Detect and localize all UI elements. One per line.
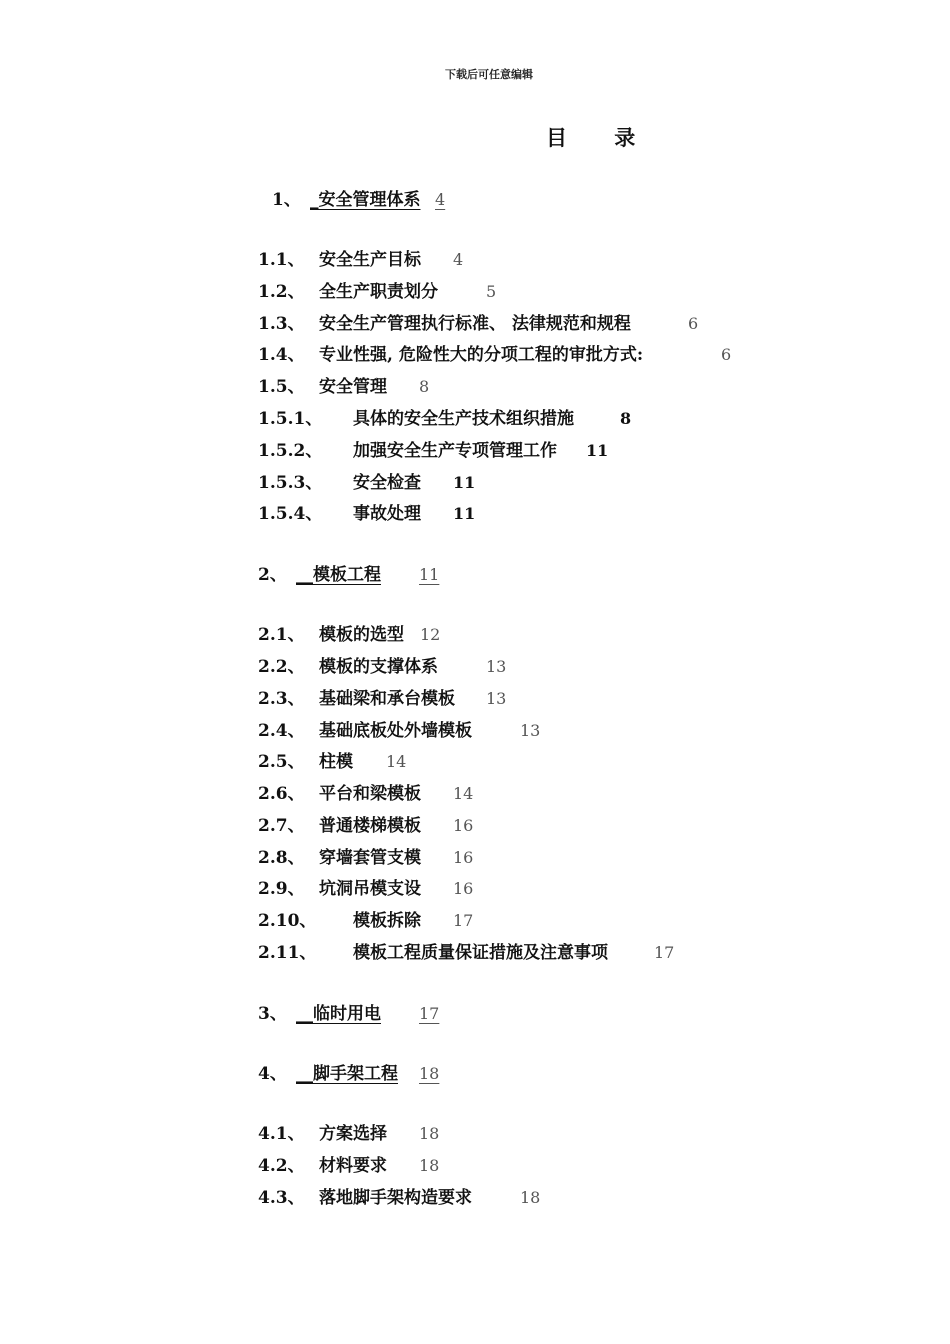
toc-entry-title: 安全生产管理执行标准、 法律规范和规程	[319, 314, 631, 334]
toc-entry-title: 材料要求	[319, 1156, 387, 1176]
toc-entry-title: 模板的支撑体系	[319, 657, 438, 677]
toc-entry-number: 1、	[272, 190, 301, 210]
toc-entry-number: 1.5.2、	[258, 441, 323, 461]
toc-entry-page: 17	[419, 1004, 440, 1023]
toc-entry-number: 4.2、	[258, 1156, 305, 1176]
toc-entry-title: 事故处理	[353, 504, 421, 524]
toc-entry-page: 11	[453, 504, 476, 523]
toc-entry-number: 1.5.3、	[258, 473, 323, 493]
toc-entry-title: 具体的安全生产技术组织措施	[353, 409, 574, 429]
toc-entry-title: 模板拆除	[353, 911, 421, 931]
toc-entry-title: 方案选择	[319, 1124, 387, 1144]
toc-entry-title: __脚手架工程	[296, 1064, 398, 1084]
toc-entry-number: 1.2、	[258, 282, 305, 302]
toc-entry-number: 2.10、	[258, 911, 317, 931]
toc-entry-page: 14	[386, 752, 407, 771]
toc-entry-number: 4.3、	[258, 1188, 305, 1208]
toc-entry-number: 2.1、	[258, 625, 305, 645]
toc-entry-title: 平台和梁模板	[319, 784, 421, 804]
toc-entry-title: __模板工程	[296, 565, 381, 585]
toc-entry-page: 16	[453, 879, 474, 898]
toc-entry-page: 16	[453, 848, 474, 867]
toc-entry-number: 3、	[258, 1004, 287, 1024]
toc-entry-title: 安全生产目标	[319, 250, 421, 270]
toc-entry-page: 18	[520, 1188, 541, 1207]
toc-entry-number: 1.3、	[258, 314, 305, 334]
toc-entry-number: 2.2、	[258, 657, 305, 677]
toc-entry-page: 4	[453, 250, 464, 269]
toc-entry-number: 2.11、	[258, 943, 317, 963]
toc-entry-page: 11	[453, 473, 476, 492]
page-header: 下载后可任意编辑	[445, 68, 533, 81]
toc-entry-title: 安全检查	[353, 473, 421, 493]
toc-entry-page: 13	[486, 657, 507, 676]
toc-entry-number: 1.5.4、	[258, 504, 323, 524]
toc-entry-number: 4.1、	[258, 1124, 305, 1144]
toc-entry-title: 落地脚手架构造要求	[319, 1188, 472, 1208]
toc-entry-title: 坑洞吊模支设	[319, 879, 421, 899]
toc-entry-number: 1.5.1、	[258, 409, 323, 429]
toc-entry-title: 基础梁和承台模板	[319, 689, 455, 709]
toc-entry-title: 加强安全生产专项管理工作	[353, 441, 557, 461]
toc-entry-page: 13	[486, 689, 507, 708]
toc-entry-title: 穿墙套管支模	[319, 848, 421, 868]
toc-entry-page: 18	[419, 1064, 440, 1083]
toc-entry-number: 2.9、	[258, 879, 305, 899]
toc-entry-page: 11	[419, 565, 440, 584]
toc-entry-page: 4	[435, 190, 446, 209]
toc-entry-title: 模板的选型	[319, 625, 404, 645]
toc-entry-number: 1.5、	[258, 377, 305, 397]
toc-entry-number: 2.6、	[258, 784, 305, 804]
toc-entry-page: 17	[654, 943, 675, 962]
toc-entry-title: _安全管理体系	[310, 190, 421, 210]
toc-entry-title: 全生产职责划分	[319, 282, 438, 302]
toc-entry-title: 安全管理	[319, 377, 387, 397]
toc-entry-page: 18	[419, 1124, 440, 1143]
toc-entry-page: 8	[620, 409, 632, 428]
toc-entry-number: 2.3、	[258, 689, 305, 709]
toc-entry-page: 14	[453, 784, 474, 803]
toc-entry-number: 2.5、	[258, 752, 305, 772]
toc-entry-page: 11	[586, 441, 609, 460]
toc-entry-title: 普通楼梯模板	[319, 816, 421, 836]
toc-entry-page: 6	[688, 314, 699, 333]
toc-entry-number: 1.1、	[258, 250, 305, 270]
toc-entry-number: 2.7、	[258, 816, 305, 836]
toc-entry-page: 5	[486, 282, 497, 301]
toc-entry-page: 13	[520, 721, 541, 740]
toc-entry-title: 柱模	[319, 752, 353, 772]
toc-entry-page: 6	[721, 345, 732, 364]
toc-entry-number: 2.8、	[258, 848, 305, 868]
toc-entry-page: 18	[419, 1156, 440, 1175]
toc-entry-number: 2、	[258, 565, 287, 585]
toc-entry-page: 16	[453, 816, 474, 835]
toc-entry-page: 8	[419, 377, 430, 396]
toc-entry-page: 12	[420, 625, 441, 644]
toc-entry-title: __临时用电	[296, 1004, 381, 1024]
toc-entry-title: 基础底板处外墙模板	[319, 721, 472, 741]
page-title: 目 录	[546, 125, 656, 150]
toc-entry-title: 模板工程质量保证措施及注意事项	[353, 943, 608, 963]
toc-entry-number: 1.4、	[258, 345, 305, 365]
toc-entry-number: 4、	[258, 1064, 287, 1084]
toc-entry-number: 2.4、	[258, 721, 305, 741]
toc-entry-page: 17	[453, 911, 474, 930]
toc-entry-title: 专业性强, 危险性大的分项工程的审批方式:	[319, 345, 644, 365]
